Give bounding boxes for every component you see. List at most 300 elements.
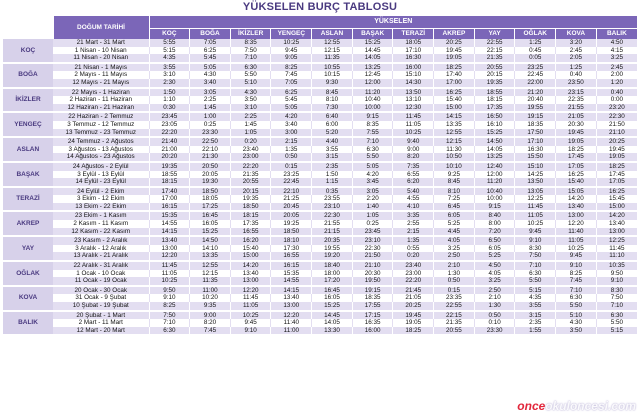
date-range-cell: 3 Ekim - 12 Ekim: [53, 195, 149, 203]
time-cell: 14:05: [474, 146, 515, 154]
date-range-cell: 10 Şubat - 19 Şubat: [53, 302, 149, 311]
time-cell: 10:15: [312, 71, 353, 79]
table-row: [3, 171, 637, 179]
time-cell: 5:05: [352, 162, 393, 171]
time-cell: 5:15: [596, 327, 637, 336]
time-cell: 8:35: [230, 39, 271, 47]
time-cell: 21:50: [352, 252, 393, 261]
sign-label: TERAZİ: [3, 187, 53, 212]
time-cell: 1:35: [271, 146, 312, 154]
time-cell: 5:10: [230, 79, 271, 88]
date-range-cell: 12 Mayıs - 21 Mayıs: [53, 79, 149, 88]
time-cell: 21:50: [596, 121, 637, 129]
time-cell: 4:30: [230, 88, 271, 97]
time-cell: 21:35: [474, 54, 515, 63]
time-cell: 19:25: [271, 220, 312, 228]
time-cell: 13:10: [393, 96, 434, 104]
date-range-cell: 3 Temmuz - 12 Temmuz: [53, 121, 149, 129]
time-cell: 2:45: [556, 47, 597, 55]
time-cell: 0:10: [474, 319, 515, 327]
time-cell: 3:25: [474, 277, 515, 286]
time-cell: 20:25: [596, 137, 637, 146]
time-cell: 18:25: [434, 63, 475, 72]
time-cell: 2:25: [230, 112, 271, 121]
time-cell: 5:45: [271, 96, 312, 104]
time-cell: 2:05: [556, 54, 597, 63]
time-cell: 22:45: [515, 71, 556, 79]
time-cell: 23:35: [434, 294, 475, 302]
time-cell: 9:15: [474, 203, 515, 212]
time-cell: 7:10: [596, 302, 637, 311]
time-cell: 8:45: [312, 88, 353, 97]
date-range-cell: 13 Temmuz - 23 Temmuz: [53, 129, 149, 138]
time-cell: 11:45: [596, 245, 637, 253]
time-cell: 1:50: [149, 88, 190, 97]
time-cell: 8:20: [190, 319, 231, 327]
time-cell: 13:40: [596, 220, 637, 228]
table-row: [3, 137, 637, 146]
time-cell: 15:40: [434, 96, 475, 104]
time-cell: 16:10: [474, 121, 515, 129]
time-cell: 2:55: [393, 220, 434, 228]
time-cell: 7:05: [271, 79, 312, 88]
table-row: [3, 178, 637, 187]
column-header: ASLAN: [312, 29, 353, 40]
time-cell: 2:15: [271, 137, 312, 146]
time-cell: 5:25: [434, 220, 475, 228]
time-cell: 23:30: [474, 327, 515, 336]
date-range-cell: 23 Ekim - 1 Kasım: [53, 211, 149, 220]
time-cell: 8:45: [434, 178, 475, 187]
date-range-cell: 14 Ağustos - 23 Ağustos: [53, 153, 149, 162]
time-cell: 11:35: [312, 54, 353, 63]
time-cell: 19:55: [312, 245, 353, 253]
column-header: İKİZLER: [230, 29, 271, 40]
time-cell: 19:15: [515, 112, 556, 121]
time-cell: 16:50: [474, 112, 515, 121]
time-cell: 17:05: [556, 162, 597, 171]
time-cell: 10:25: [393, 129, 434, 138]
column-header: OĞLAK: [515, 29, 556, 40]
time-cell: 14:05: [312, 319, 353, 327]
time-cell: 22:35: [556, 96, 597, 104]
time-cell: 16:15: [149, 203, 190, 212]
time-cell: 19:55: [515, 104, 556, 113]
time-cell: 2:25: [190, 96, 231, 104]
time-cell: 8:40: [474, 211, 515, 220]
time-cell: 21:00: [149, 146, 190, 154]
date-range-cell: 21 Mart - 31 Mart: [53, 39, 149, 47]
time-cell: 13:40: [556, 203, 597, 212]
time-cell: 12:55: [190, 261, 231, 270]
time-cell: 9:10: [149, 294, 190, 302]
sign-label: OĞLAK: [3, 261, 53, 286]
time-cell: 13:25: [474, 153, 515, 162]
time-cell: 1:50: [312, 171, 353, 179]
date-range-cell: 24 Eylül - 2 Ekim: [53, 187, 149, 196]
table-row: [3, 96, 637, 104]
time-cell: 17:35: [230, 220, 271, 228]
time-cell: 13:40: [149, 236, 190, 245]
time-cell: 23:45: [352, 228, 393, 237]
time-cell: 10:35: [596, 261, 637, 270]
time-cell: 14:05: [352, 54, 393, 63]
watermark: onceokuloncesi.com: [517, 399, 636, 413]
time-cell: 4:30: [190, 71, 231, 79]
time-cell: 7:10: [149, 319, 190, 327]
time-cell: 2:15: [393, 228, 434, 237]
time-cell: 17:40: [434, 71, 475, 79]
time-cell: 6:45: [434, 203, 475, 212]
time-cell: 11:40: [271, 319, 312, 327]
time-cell: 13:30: [312, 327, 353, 336]
time-cell: 9:05: [271, 54, 312, 63]
table-row: [3, 39, 637, 47]
time-cell: 0:40: [556, 71, 597, 79]
time-cell: 2:00: [596, 71, 637, 79]
time-cell: 15:35: [271, 270, 312, 278]
time-cell: 6:00: [312, 121, 353, 129]
time-cell: 0:15: [434, 286, 475, 295]
time-cell: 1:25: [556, 63, 597, 72]
time-cell: 8:25: [271, 63, 312, 72]
time-cell: 3:10: [230, 104, 271, 113]
time-cell: 7:30: [312, 104, 353, 113]
time-cell: 1:35: [393, 236, 434, 245]
sign-label: YENGEÇ: [3, 112, 53, 137]
time-cell: 9:25: [434, 171, 475, 179]
table-row: [3, 195, 637, 203]
time-cell: 14:15: [434, 112, 475, 121]
table-row: [3, 79, 637, 88]
time-cell: 16:05: [190, 220, 231, 228]
time-cell: 12:25: [596, 236, 637, 245]
time-cell: 9:10: [556, 261, 597, 270]
time-cell: 8:30: [515, 245, 556, 253]
time-cell: 11:45: [149, 261, 190, 270]
time-cell: 17:10: [515, 137, 556, 146]
time-cell: 23:50: [556, 79, 597, 88]
time-cell: 0:20: [393, 252, 434, 261]
time-cell: 16:20: [230, 236, 271, 245]
time-cell: 22:30: [596, 112, 637, 121]
time-cell: 18:40: [312, 261, 353, 270]
time-cell: 7:10: [230, 54, 271, 63]
time-cell: 12:15: [434, 137, 475, 146]
time-cell: 10:20: [190, 294, 231, 302]
time-cell: 19:45: [434, 47, 475, 55]
time-cell: 13:40: [271, 294, 312, 302]
time-cell: 21:55: [312, 220, 353, 228]
time-cell: 2:45: [596, 63, 637, 72]
date-range-cell: 13 Aralık - 21 Aralık: [53, 252, 149, 261]
time-cell: 22:20: [149, 129, 190, 138]
table-row: [3, 112, 637, 121]
time-cell: 20:50: [190, 162, 231, 171]
time-cell: 2:20: [352, 195, 393, 203]
time-cell: 17:45: [556, 153, 597, 162]
time-cell: 6:30: [515, 270, 556, 278]
time-cell: 18:05: [190, 195, 231, 203]
time-cell: 12:20: [556, 220, 597, 228]
time-cell: 0:50: [434, 277, 475, 286]
column-header: BOĞA: [190, 29, 231, 40]
date-range-cell: 2 Mayıs - 11 Mayıs: [53, 71, 149, 79]
table-row: [3, 121, 637, 129]
time-cell: 15:40: [556, 178, 597, 187]
time-cell: 8:00: [474, 220, 515, 228]
time-cell: 16:45: [312, 286, 353, 295]
date-range-cell: 11 Nisan - 20 Nisan: [53, 54, 149, 63]
time-cell: 11:05: [393, 121, 434, 129]
time-cell: 7:25: [434, 195, 475, 203]
time-cell: 16:30: [393, 54, 434, 63]
time-cell: 17:20: [312, 277, 353, 286]
time-cell: 14:20: [596, 211, 637, 220]
time-cell: 17:00: [434, 79, 475, 88]
table-row: [3, 327, 637, 336]
time-cell: 22:10: [271, 187, 312, 196]
time-cell: 19:05: [596, 153, 637, 162]
time-cell: 16:30: [515, 146, 556, 154]
time-cell: 5:50: [515, 277, 556, 286]
time-cell: 3:40: [190, 79, 231, 88]
time-cell: 17:40: [149, 187, 190, 196]
time-cell: 3:05: [352, 187, 393, 196]
time-cell: 5:25: [474, 252, 515, 261]
time-cell: 21:35: [434, 319, 475, 327]
time-cell: 23:20: [596, 104, 637, 113]
time-cell: 7:20: [474, 228, 515, 237]
column-header: AKREP: [434, 29, 475, 40]
time-cell: 5:15: [149, 47, 190, 55]
time-cell: 16:45: [190, 211, 231, 220]
time-cell: 3:15: [515, 311, 556, 320]
time-cell: 0:05: [515, 54, 556, 63]
time-cell: 23:10: [352, 236, 393, 245]
time-cell: 1:55: [515, 327, 556, 336]
column-header: KOVA: [556, 29, 597, 40]
time-cell: 23:10: [312, 203, 353, 212]
time-cell: 10:25: [271, 39, 312, 47]
time-cell: 18:00: [312, 270, 353, 278]
time-cell: 1:40: [352, 203, 393, 212]
date-range-cell: 20 Şubat - 1 Mart: [53, 311, 149, 320]
date-range-cell: 3 Ağustos - 13 Ağustos: [53, 146, 149, 154]
time-cell: 1:45: [190, 104, 231, 113]
time-cell: 0:50: [271, 153, 312, 162]
time-cell: 21:15: [312, 228, 353, 237]
time-cell: 18:25: [556, 146, 597, 154]
column-header: TERAZİ: [393, 29, 434, 40]
sign-label: BALIK: [3, 311, 53, 336]
time-cell: 12:40: [474, 162, 515, 171]
time-cell: 7:50: [596, 294, 637, 302]
time-cell: 20:30: [352, 270, 393, 278]
time-cell: 3:40: [271, 121, 312, 129]
time-cell: 14:55: [271, 277, 312, 286]
column-header: YENGEÇ: [271, 29, 312, 40]
time-cell: 4:30: [556, 319, 597, 327]
time-cell: 14:50: [474, 137, 515, 146]
date-range-cell: 22 Aralık - 31 Aralık: [53, 261, 149, 270]
table-row: [3, 319, 637, 327]
time-cell: 21:40: [149, 137, 190, 146]
time-cell: 7:55: [352, 129, 393, 138]
time-cell: 18:50: [230, 203, 271, 212]
time-cell: 17:25: [190, 203, 231, 212]
time-cell: 10:55: [312, 63, 353, 72]
time-cell: 21:55: [556, 104, 597, 113]
time-cell: 15:10: [515, 162, 556, 171]
time-cell: 7:10: [556, 286, 597, 295]
table-row: [3, 220, 637, 228]
time-cell: 19:45: [596, 146, 637, 154]
time-cell: 11:45: [393, 112, 434, 121]
time-cell: 11:35: [190, 277, 231, 286]
table-row: [3, 187, 637, 196]
date-range-cell: 3 Aralık - 12 Aralık: [53, 245, 149, 253]
time-cell: 7:45: [556, 277, 597, 286]
sign-label: İKİZLER: [3, 88, 53, 113]
time-cell: 5:50: [556, 302, 597, 311]
time-cell: 4:10: [393, 203, 434, 212]
time-cell: 16:00: [393, 63, 434, 72]
time-cell: 23:55: [312, 195, 353, 203]
column-header: KOÇ: [149, 29, 190, 40]
time-cell: 9:45: [515, 228, 556, 237]
time-cell: 12:55: [312, 39, 353, 47]
time-cell: 5:05: [271, 104, 312, 113]
time-cell: 5:50: [230, 71, 271, 79]
time-cell: 15:00: [434, 104, 475, 113]
table-row: [3, 245, 637, 253]
page-title: YÜKSELEN BURÇ TABLOSU: [242, 1, 398, 13]
time-cell: 4:05: [434, 236, 475, 245]
date-range-cell: 22 Haziran - 2 Temmuz: [53, 112, 149, 121]
table-row: [3, 228, 637, 237]
sign-label: AKREP: [3, 211, 53, 236]
time-cell: 5:55: [149, 39, 190, 47]
time-cell: 15:45: [596, 195, 637, 203]
time-cell: 13:40: [230, 270, 271, 278]
time-cell: 14:45: [352, 47, 393, 55]
time-cell: 3:55: [149, 63, 190, 72]
time-cell: 14:55: [149, 220, 190, 228]
time-cell: 17:55: [352, 302, 393, 311]
date-range-cell: 23 Kasım - 2 Aralık: [53, 236, 149, 245]
time-cell: 6:50: [474, 236, 515, 245]
birth-date-header: DOĞUM TARİHİ: [53, 16, 149, 39]
time-cell: 15:50: [515, 153, 556, 162]
time-cell: 0:25: [352, 220, 393, 228]
time-cell: 9:45: [271, 47, 312, 55]
time-cell: 3:25: [596, 54, 637, 63]
time-cell: 23:25: [515, 63, 556, 72]
time-cell: 18:15: [230, 211, 271, 220]
time-cell: 10:00: [352, 104, 393, 113]
table-row: [3, 146, 637, 154]
time-cell: 20:55: [230, 178, 271, 187]
time-cell: 7:10: [515, 261, 556, 270]
time-cell: 15:05: [556, 187, 597, 196]
time-cell: 7:50: [149, 311, 190, 320]
time-cell: 14:15: [149, 228, 190, 237]
time-cell: 5:20: [312, 129, 353, 138]
time-cell: 20:15: [474, 71, 515, 79]
time-cell: 6:05: [434, 211, 475, 220]
time-cell: 19:45: [556, 129, 597, 138]
time-cell: 17:05: [596, 178, 637, 187]
time-cell: 18:50: [271, 228, 312, 237]
time-cell: 13:05: [515, 187, 556, 196]
time-cell: 14:45: [312, 311, 353, 320]
time-cell: 11:10: [596, 252, 637, 261]
time-cell: 8:10: [312, 96, 353, 104]
time-cell: 19:30: [190, 178, 231, 187]
time-cell: 12:20: [271, 311, 312, 320]
time-cell: 12:00: [352, 79, 393, 88]
table-row: [3, 47, 637, 55]
time-cell: 17:00: [149, 195, 190, 203]
time-cell: 13:00: [149, 245, 190, 253]
time-cell: 23:45: [149, 112, 190, 121]
time-cell: 16:15: [271, 261, 312, 270]
column-header: BALIK: [596, 29, 637, 40]
time-cell: 22:30: [352, 245, 393, 253]
time-cell: 13:50: [393, 88, 434, 97]
time-cell: 14:50: [190, 236, 231, 245]
time-cell: 22:15: [434, 311, 475, 320]
table-row: [3, 104, 637, 113]
time-cell: 9:10: [230, 327, 271, 336]
time-cell: 18:55: [149, 171, 190, 179]
time-cell: 7:05: [190, 39, 231, 47]
time-cell: 16:05: [312, 294, 353, 302]
table-row: [3, 162, 637, 171]
time-cell: 7:45: [190, 327, 231, 336]
time-cell: 13:25: [352, 63, 393, 72]
time-cell: 8:35: [352, 121, 393, 129]
time-cell: 16:25: [434, 88, 475, 97]
time-cell: 14:20: [556, 195, 597, 203]
time-cell: 11:05: [515, 211, 556, 220]
rising-header: YÜKSELEN: [149, 16, 637, 29]
date-range-cell: 12 Kasım - 22 Kasım: [53, 228, 149, 237]
time-cell: 20:35: [312, 236, 353, 245]
date-range-cell: 24 Ağustos - 2 Eylül: [53, 162, 149, 171]
time-cell: 1:45: [230, 121, 271, 129]
time-cell: 1:20: [596, 79, 637, 88]
time-cell: 0:45: [515, 47, 556, 55]
time-cell: 12:55: [434, 129, 475, 138]
date-range-cell: 2 Mart - 11 Mart: [53, 319, 149, 327]
table-row: [3, 211, 637, 220]
time-cell: 11:20: [352, 88, 393, 97]
time-cell: 12:25: [515, 195, 556, 203]
time-cell: 4:20: [352, 171, 393, 179]
table-row: [3, 294, 637, 302]
time-cell: 3:55: [515, 302, 556, 311]
time-cell: 18:15: [474, 96, 515, 104]
time-cell: 2:10: [434, 261, 475, 270]
time-cell: 16:35: [352, 319, 393, 327]
time-cell: 14:25: [515, 171, 556, 179]
time-cell: 18:35: [515, 121, 556, 129]
date-range-cell: 12 Haziran - 21 Haziran: [53, 104, 149, 113]
time-cell: 8:25: [556, 270, 597, 278]
date-range-cell: 21 Nisan - 1 Mayıs: [53, 63, 149, 72]
